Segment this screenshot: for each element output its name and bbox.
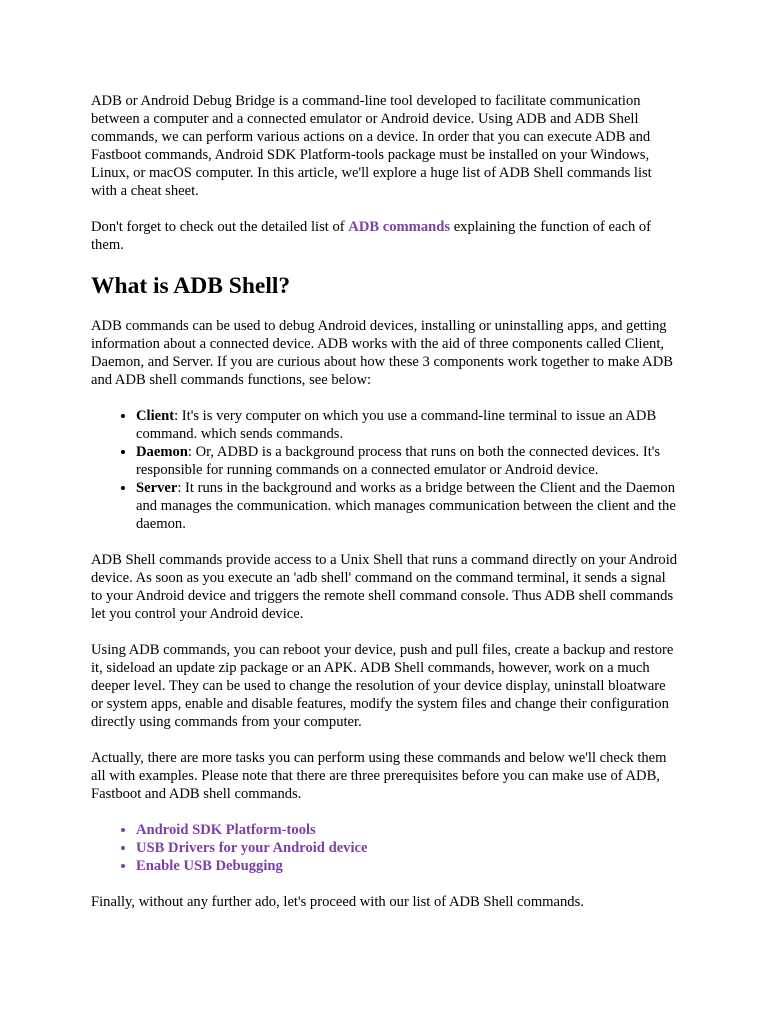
list-item-server <box>136 479 680 533</box>
client-description: : It's is very computer on which you use a command-line terminal to issue an ADB command. which sends commands. <box>136 408 657 442</box>
reminder-text-before: Don't forget to check out the detailed list of <box>91 219 349 235</box>
usb-debugging-link[interactable]: Enable USB Debugging <box>136 858 283 874</box>
components-list <box>91 407 680 533</box>
adb-commands-link[interactable]: ADB commands <box>348 219 451 235</box>
prerequisites-list <box>91 821 680 875</box>
client-term: Client <box>136 408 175 424</box>
components-intro-paragraph: ADB commands can be used to debug Android devices, installing or uninstalling apps, and getting information about a connected device. ADB works with the aid of three components called Client, Daemon, and Server. If you are curious about how these 3 components work together to make ADB and ADB shell commands functions, see below: <box>91 318 673 388</box>
list-item-prerequisite <box>136 857 680 875</box>
daemon-description: : Or, ADBD is a background process that runs on both the connected devices. It's responsible for running commands on a connected emulator or Android device. <box>136 444 661 478</box>
adb-shell-paragraph: ADB Shell commands provide access to a Unix Shell that runs a command directly on your Android device. As soon as you execute an 'adb shell' command on the command terminal, it sends a signal to your Android device and triggers the remote shell command console. Thus ADB shell commands let you control your Android device. <box>91 552 678 622</box>
prerequisites-intro-paragraph: Actually, there are more tasks you can perform using these commands and below we'll check them all with examples. Please note that there are three prerequisites before you can make use of ADB, Fastboot and ADB shell commands. <box>91 750 667 802</box>
daemon-term: Daemon <box>136 444 188 460</box>
server-description: : It runs in the background and works as a bridge between the Client and the Daemon and manages the communication. which manages communication between the client and the daemon. <box>136 480 676 532</box>
adb-capabilities-paragraph: Using ADB commands, you can reboot your device, push and pull files, create a backup and restore it, sideload an update zip package or an APK. ADB Shell commands, however, work on a much deeper level. They can be used to change the resolution of your device display, uninstall bloatware or system apps, enable and disable features, modify the system files and change their configuration directly using commands from your computer. <box>91 642 674 730</box>
section-heading: What is ADB Shell? <box>91 273 291 299</box>
server-term: Server <box>136 480 178 496</box>
list-item-prerequisite <box>136 839 680 857</box>
list-item-client <box>136 407 680 443</box>
reminder-text-after: explaining the function of each of them. <box>91 219 652 253</box>
reminder-paragraph <box>91 218 680 254</box>
list-item-prerequisite <box>136 821 680 839</box>
closing-paragraph: Finally, without any further ado, let's proceed with our list of ADB Shell commands. <box>91 894 584 910</box>
intro-paragraph: ADB or Android Debug Bridge is a command-line tool developed to facilitate communication between a computer and a connected emulator or Android device. Using ADB and ADB Shell commands, we can perform various actions on a device. In order that you can execute ADB and Fastboot commands, Android SDK Platform-tools package must be installed on your Windows, Linux, or macOS computer. In this article, we'll explore a huge list of ADB Shell commands list with a cheat sheet. <box>91 93 652 199</box>
platform-tools-link[interactable]: Android SDK Platform-tools <box>136 822 316 838</box>
list-item-daemon <box>136 443 680 479</box>
usb-drivers-link[interactable]: USB Drivers for your Android device <box>136 840 368 856</box>
